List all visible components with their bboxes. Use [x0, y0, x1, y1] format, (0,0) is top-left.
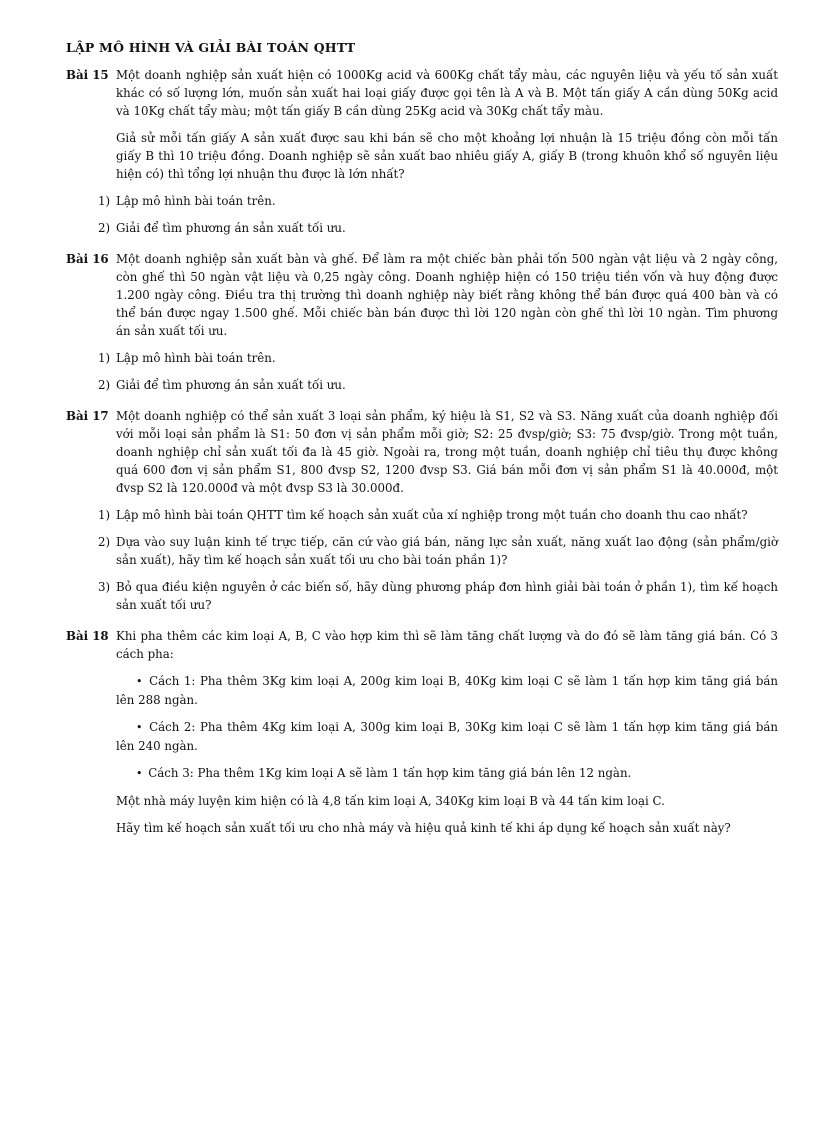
document-title: LẬP MÔ HÌNH VÀ GIẢI BÀI TOÁN QHTT: [66, 40, 356, 55]
question-text: Bỏ qua điều kiện nguyên ở các biến số, hãy dùng phương pháp đơn hình giải bài toán ở phần 1), tìm kế hoạch sản xuất tối ưu?: [116, 580, 778, 612]
question-text: Dựa vào suy luận kinh tế trực tiếp, căn cứ vào giá bán, năng lực sản xuất, năng xuất lao động (sản phẩm/giờ sản xuất), hãy tìm kế hoạch sản xuất tối ưu cho bài toán phần 1)?: [116, 535, 778, 567]
question-number: 2): [98, 221, 111, 235]
problem-body: [98, 250, 778, 403]
question-number: 3): [98, 580, 111, 594]
question-item: [98, 349, 778, 367]
bullet-dot-icon: •: [136, 767, 143, 780]
question-item: [98, 219, 778, 237]
question-item: [98, 578, 778, 614]
problem-paragraph: Khi pha thêm các kim loại A, B, C vào hợp kim thì sẽ làm tăng chất lượng và do đó sẽ làm tăng giá bán. Có 3 cách pha:: [116, 629, 778, 661]
question-text: Giải để tìm phương án sản xuất tối ưu.: [116, 221, 346, 235]
bullet-item: [116, 764, 778, 783]
bullet-dot-icon: •: [136, 675, 143, 688]
bullet-text: Cách 1: Pha thêm 3Kg kim loại A, 200g kim loại B, 40Kg kim loại C sẽ làm 1 tấn hợp kim tăng giá bán lên 288 ngàn.: [116, 674, 778, 707]
problem-17: [66, 407, 778, 623]
bullet-text: Cách 3: Pha thêm 1Kg kim loại A sẽ làm 1 tấn hợp kim tăng giá bán lên 12 ngàn.: [148, 766, 632, 780]
question-text: Giải để tìm phương án sản xuất tối ưu.: [116, 378, 346, 392]
bullet-item: [116, 718, 778, 755]
problem-18: [66, 627, 778, 846]
question-text: Lập mô hình bài toán trên.: [116, 194, 276, 208]
document-page: [66, 40, 778, 850]
problem-15: [66, 66, 778, 246]
problem-16: [66, 250, 778, 403]
question-number: 1): [98, 194, 111, 208]
question-item: [98, 506, 778, 524]
bullet-dot-icon: •: [136, 721, 143, 734]
problem-label: Bài 18: [66, 629, 109, 643]
problem-label: Bài 17: [66, 409, 109, 423]
problem-paragraph: Một nhà máy luyện kim hiện có là 4,8 tấn kim loại A, 340Kg kim loại B và 44 tấn kim loại C.: [116, 794, 665, 808]
question-item: [98, 533, 778, 569]
question-item: [98, 376, 778, 394]
problem-body: [98, 66, 778, 246]
bullet-text: Cách 2: Pha thêm 4Kg kim loại A, 300g kim loại B, 30Kg kim loại C sẽ làm 1 tấn hợp kim tăng giá bán lên 240 ngàn.: [116, 720, 778, 753]
question-number: 2): [98, 378, 111, 392]
problem-paragraph: Một doanh nghiệp sản xuất bàn và ghế. Để làm ra một chiếc bàn phải tốn 500 ngàn vật liệu và 2 ngày công, còn ghế thì 50 ngàn vật liệu và 0,25 ngày công. Doanh nghiệp hiện có 150 triệu tiền vốn và huy động được 1.200 ngày công. Điều tra thị trường thì doanh nghiệp này biết rằng không thể bán được quá 400 bàn và có thể bán được ngay 1.500 ghế. Mỗi chiếc bàn bán được thì lời 120 ngàn còn ghế thì lời 10 ngàn. Tìm phương án sản xuất tối ưu.: [116, 252, 778, 338]
bullet-item: [116, 672, 778, 709]
question-text: Lập mô hình bài toán trên.: [116, 351, 276, 365]
problem-body: [98, 407, 778, 623]
question-number: 1): [98, 351, 111, 365]
problem-label: Bài 16: [66, 252, 109, 266]
question-item: [98, 192, 778, 210]
problem-label: Bài 15: [66, 68, 109, 82]
problem-body: [116, 627, 778, 846]
problem-paragraph: Hãy tìm kế hoạch sản xuất tối ưu cho nhà máy và hiệu quả kinh tế khi áp dụng kế hoạch sản xuất này?: [116, 821, 731, 835]
problem-paragraph: Một doanh nghiệp sản xuất hiện có 1000Kg acid và 600Kg chất tẩy màu, các nguyên liệu và yếu tố sản xuất khác có số lượng lớn, muốn sản xuất hai loại giấy được gọi tên là A và B. Một tấn giấy A cần dùng 50Kg acid và 10Kg chất tẩy màu; một tấn giấy B cần dùng 25Kg acid và 30Kg chất tẩy màu.: [116, 68, 778, 118]
problem-paragraph: Một doanh nghiệp có thể sản xuất 3 loại sản phẩm, ký hiệu là S1, S2 và S3. Năng xuất của doanh nghiệp đối với mỗi loại sản phẩm là S1: 50 đơn vị sản phẩm mỗi giờ; S2: 25 đvsp/giờ; S3: 75 đvsp/giờ. Trong một tuần, doanh nghiệp chỉ sản xuất tối đa là 45 giờ. Ngoài ra, trong một tuần, doanh nghiệp chỉ tiêu thụ được không quá 600 đơn vị sản phẩm S1, 800 đvsp S2, 1200 đvsp S3. Giá bán mỗi đơn vị sản phẩm S1 là 40.000đ, một đvsp S2 là 120.000đ và một đvsp S3 là 30.000đ.: [116, 409, 778, 495]
question-text: Lập mô hình bài toán QHTT tìm kế hoạch sản xuất của xí nghiệp trong một tuần cho doanh thu cao nhất?: [116, 508, 748, 522]
problem-paragraph: Giả sử mỗi tấn giấy A sản xuất được sau khi bán sẽ cho một khoảng lợi nhuận là 15 triệu đồng còn mỗi tấn giấy B thì 10 triệu đồng. Doanh nghiệp sẽ sản xuất bao nhiêu giấy A, giấy B (trong khuôn khổ số nguyên liệu hiện có) thì tổng lợi nhuận thu được là lớn nhất?: [116, 131, 778, 181]
question-number: 2): [98, 535, 111, 549]
question-number: 1): [98, 508, 111, 522]
